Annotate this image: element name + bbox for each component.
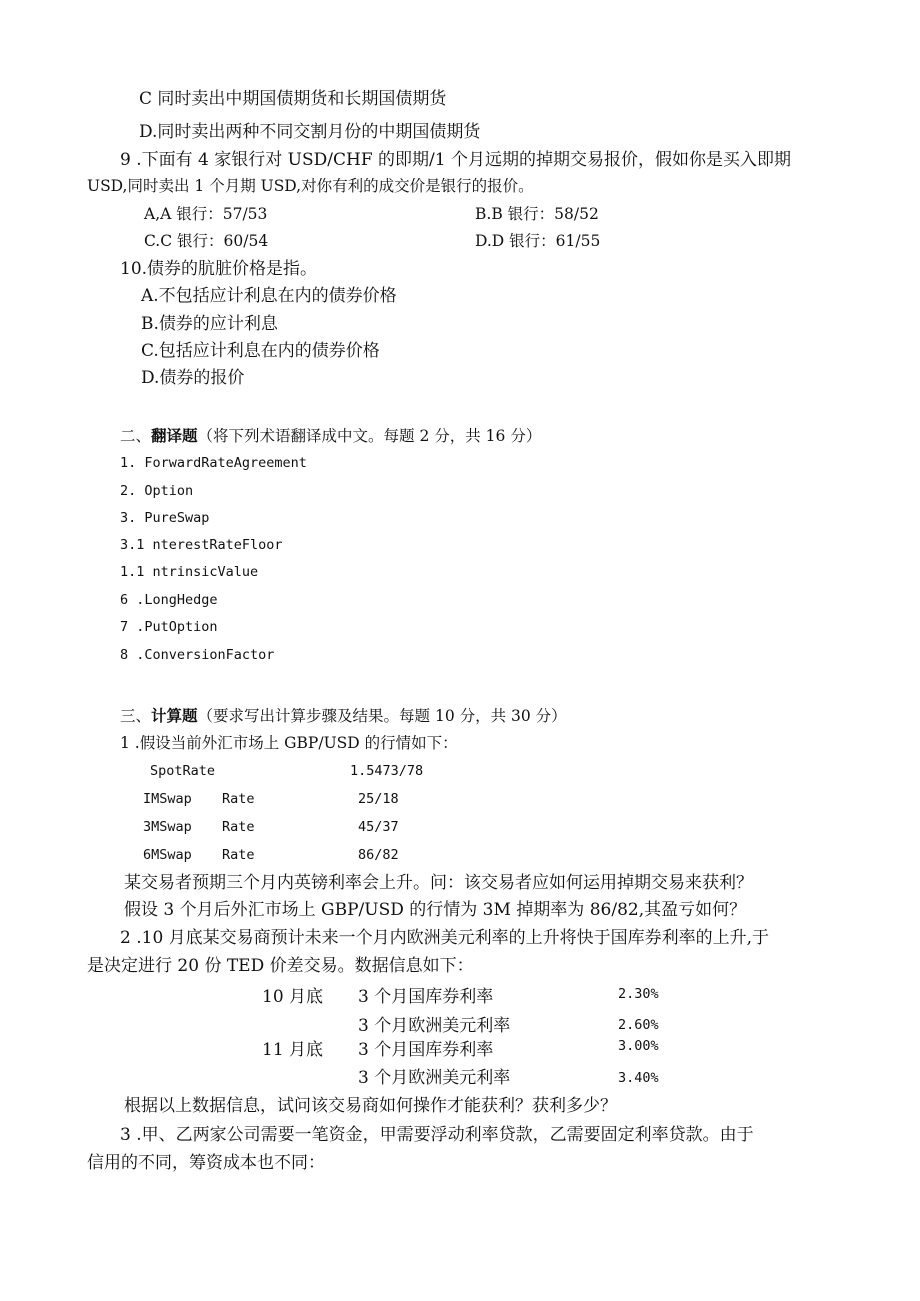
q10-option-a: A.不包括应计利息在内的债券价格 — [141, 286, 397, 306]
section3-note: （要求写出计算步骤及结果。每题 10 分，共 30 分） — [197, 707, 567, 725]
quote-value: 25/18 — [358, 791, 399, 807]
q9-option-c: C.C 银行：60/54 — [144, 232, 269, 250]
term-item-1: 1. ForwardRateAgreement — [120, 455, 307, 471]
quote-value: 45/37 — [358, 819, 399, 835]
section3-title: 计算题 — [151, 706, 198, 725]
q9-stem-line1: 9 .下面有 4 家银行对 USD/CHF 的即期/1 个月远期的掉期交易报价，假如你是买入即期 — [120, 150, 791, 170]
section3-prefix: 三、 — [120, 707, 152, 725]
q9-stem-line2: USD,同时卖出 1 个月期 USD,对你有利的成交价是银行的报价。 — [87, 177, 534, 195]
term-item-3: 3. PureSwap — [120, 510, 210, 526]
rate-value: 3.00% — [618, 1038, 659, 1054]
q9-option-a: A,A 银行：57/53 — [144, 205, 268, 223]
quote-value: 86/82 — [358, 847, 399, 863]
calc-q2-ask: 根据以上数据信息，试问该交易商如何操作才能获利？获利多少？ — [124, 1096, 617, 1116]
term-item-4: 3.1 nterestRateFloor — [120, 537, 283, 553]
q8-option-d: D.同时卖出两种不同交割月份的中期国债期货 — [139, 122, 481, 142]
q9-option-d: D.D 银行：61/55 — [475, 232, 601, 250]
calc-q2-line1: 2 .10 月底某交易商预计未来一个月内欧洲美元利率的上升将快于国库券利率的上升,于 — [120, 928, 770, 948]
rate-item: 3 个月国库券利率 — [358, 987, 494, 1007]
section2-heading — [120, 428, 541, 445]
section2-title: 翻译题 — [151, 426, 198, 445]
calc-q3-line1: 3 .甲、乙两家公司需要一笔资金，甲需要浮动利率贷款，乙需要固定利率贷款。由于 — [120, 1125, 754, 1145]
rate-value: 3.40% — [618, 1070, 659, 1086]
quote-sub: Rate — [222, 847, 255, 863]
rate-item: 3 个月国库券利率 — [358, 1040, 494, 1060]
rate-month: 10 月底 — [262, 987, 324, 1007]
term-item-6: 6 .LongHedge — [120, 592, 218, 608]
quote-sub: Rate — [222, 819, 255, 835]
calc-q3-line2: 信用的不同，筹资成本也不同： — [87, 1153, 325, 1173]
q10-option-c: C.包括应计利息在内的债券价格 — [141, 341, 380, 361]
rate-value: 2.30% — [618, 986, 659, 1002]
calc-q2-line2: 是决定进行 20 份 TED 价差交易。数据信息如下： — [87, 956, 474, 976]
calc-q1-ask1: 某交易者预期三个月内英镑利率会上升。问：该交易者应如何运用掉期交易来获利？ — [124, 873, 753, 893]
term-item-7: 7 .PutOption — [120, 619, 218, 635]
q8-option-c: C 同时卖出中期国债期货和长期国债期货 — [139, 89, 447, 109]
rate-item: 3 个月欧洲美元利率 — [358, 1016, 511, 1036]
section2-note: （将下列术语翻译成中文。每题 2 分，共 16 分） — [197, 427, 542, 445]
q9-option-b: B.B 银行：58/52 — [475, 205, 599, 223]
quote-label: IMSwap — [143, 791, 192, 807]
rate-month: 11 月底 — [262, 1040, 324, 1060]
section2-prefix: 二、 — [120, 427, 152, 445]
calc-q1-ask2: 假设 3 个月后外汇市场上 GBP/USD 的行情为 3M 掉期率为 86/82,其盈亏如何？ — [124, 900, 747, 920]
quote-label: SpotRate — [150, 763, 216, 779]
term-item-8: 8 .ConversionFactor — [120, 647, 275, 663]
section3-heading — [120, 708, 567, 725]
calc-q1-stem: 1 .假设当前外汇市场上 GBP/USD 的行情如下： — [120, 734, 458, 752]
rate-item: 3 个月欧洲美元利率 — [358, 1068, 511, 1088]
q10-option-b: B.债券的应计利息 — [141, 314, 278, 334]
quote-label: 3MSwap — [143, 819, 192, 835]
quote-value: 1.5473/78 — [350, 763, 424, 779]
term-item-5: 1.1 ntrinsicValue — [120, 564, 259, 580]
q10-option-d: D.债券的报价 — [141, 368, 245, 388]
rate-value: 2.60% — [618, 1017, 659, 1033]
q10-stem: 10.债券的肮脏价格是指。 — [120, 259, 318, 279]
term-item-2: 2. Option — [120, 483, 194, 499]
quote-sub: Rate — [222, 791, 255, 807]
quote-label: 6MSwap — [143, 847, 192, 863]
